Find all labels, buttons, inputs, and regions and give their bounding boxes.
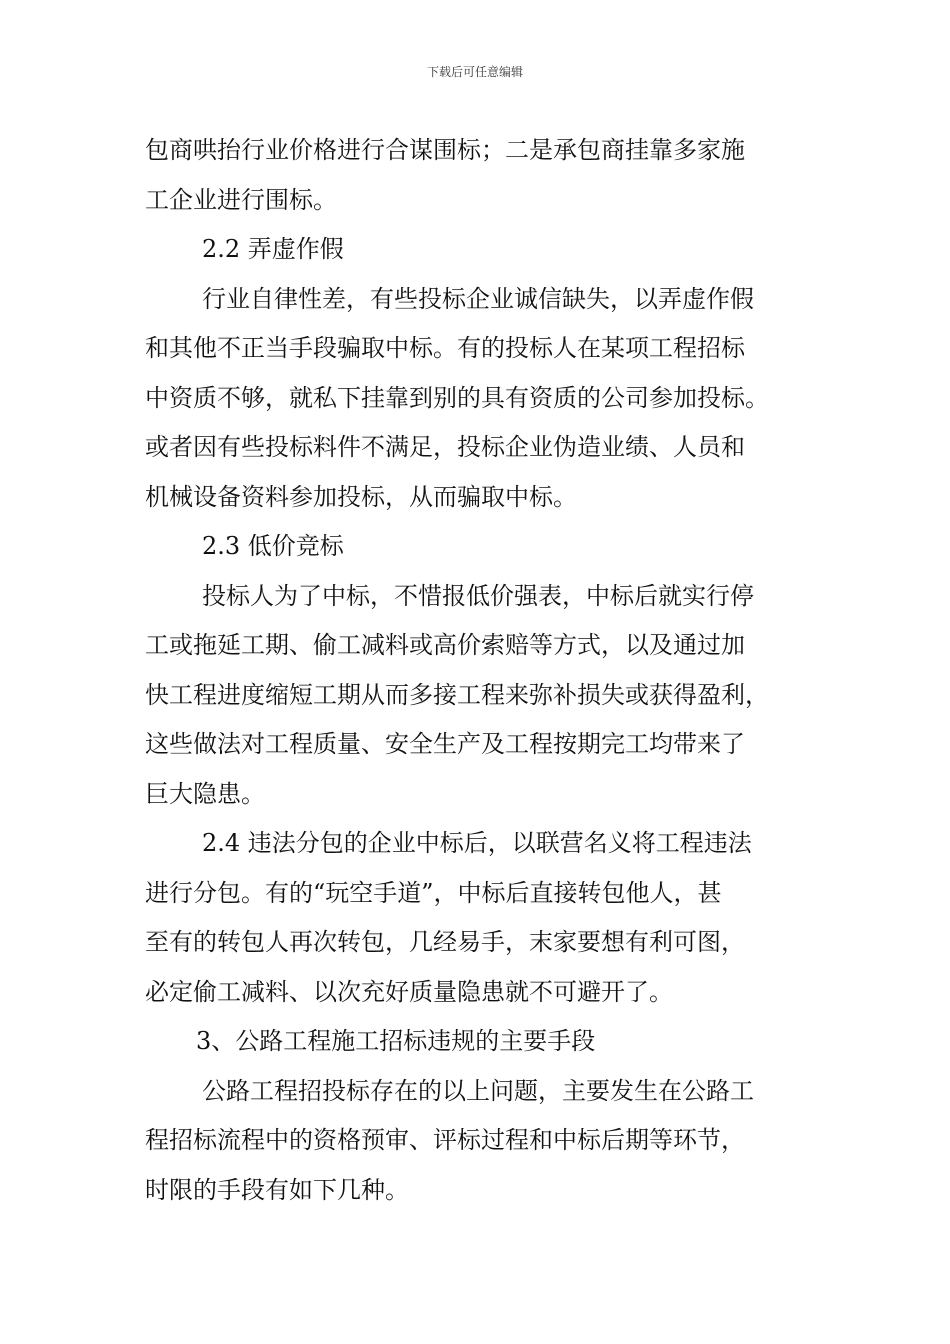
- text-line: 进行分包。有的“玩空手道”，中标后直接转包他人，甚: [145, 878, 722, 907]
- text-line: 必定偷工减料、以次充好质量隐患就不可避开了。: [145, 977, 673, 1006]
- text-line: 至有的转包人再次转包，几经易手，末家要想有利可图，: [145, 928, 745, 956]
- section-heading: 3、公路工程施工招标违规的主要手段: [196, 1027, 596, 1055]
- text-line: 工或拖延工期、偷工减料或高价索赔等方式，以及通过加: [145, 631, 745, 659]
- text-line: 和其他不正当手段骗取中标。有的投标人在某项工程招标: [145, 334, 745, 362]
- page-header: 下载后可任意编辑: [426, 65, 523, 79]
- paragraph-start: 行业自律性差，有些投标企业诚信缺失，以弄虚作假: [202, 284, 754, 313]
- section-heading: 2.2 弄虚作假: [202, 235, 344, 263]
- text-line: 中资质不够，就私下挂靠到别的具有资质的公司参加投标。: [145, 383, 769, 412]
- paragraph-start: 公路工程招投标存在的以上问题，主要发生在公路工: [202, 1076, 754, 1105]
- text-line: 快工程进度缩短工期从而多接工程来弥补损失或获得盈利，: [145, 680, 769, 709]
- text-line: 机械设备资料参加投标，从而骗取中标。: [145, 482, 577, 511]
- text-line: 这些做法对工程质量、安全生产及工程按期完工均带来了: [145, 730, 745, 758]
- paragraph-start: 2.4 违法分包的企业中标后，以联营名义将工程违法: [202, 829, 752, 857]
- text-line: 时限的手段有如下几种。: [145, 1175, 409, 1204]
- text-line: 工企业进行围标。: [145, 185, 337, 214]
- paragraph-start: 投标人为了中标，不惜报低价强表，中标后就实行停: [202, 581, 754, 610]
- section-heading: 2.3 低价竞标: [202, 532, 344, 560]
- text-line: 巨大隐患。: [145, 779, 265, 808]
- text-line: 或者因有些投标料件不满足，投标企业伪造业绩、人员和: [145, 433, 745, 461]
- text-line: 程招标流程中的资格预审、评标过程和中标后期等环节，: [145, 1126, 745, 1154]
- document-body: [145, 126, 815, 1215]
- text-line: 包商哄抬行业价格进行合谋围标；二是承包商挂靠多家施: [145, 136, 745, 164]
